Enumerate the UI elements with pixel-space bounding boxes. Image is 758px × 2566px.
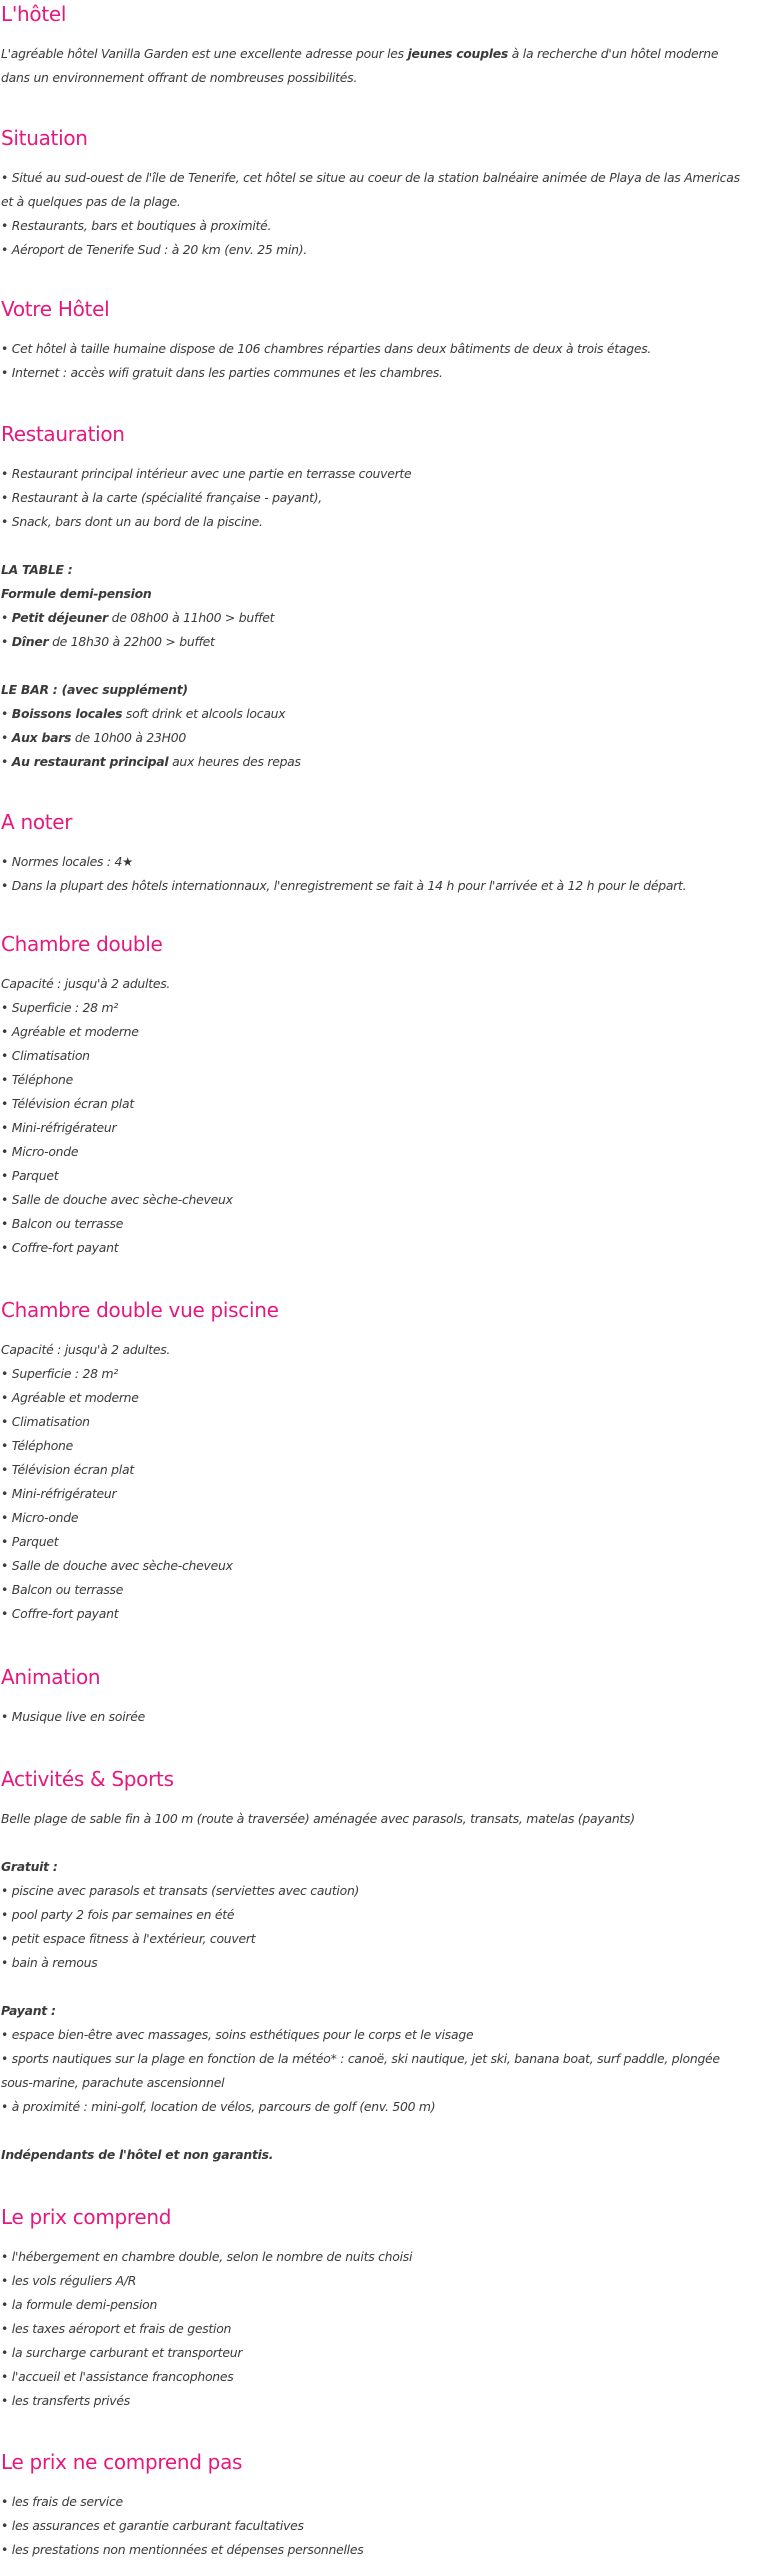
text: • Cet hôtel à taille humaine dispose de 106 chambres réparties dans deux bâtiments de deux à trois étages. bbox=[1, 341, 652, 356]
text-line bbox=[1, 1116, 750, 1140]
text: • Superficie : 28 m² bbox=[1, 1000, 119, 1015]
text: • la surcharge carburant et transporteur bbox=[1, 2345, 243, 2360]
text: • bbox=[1, 706, 12, 721]
text: • les taxes aéroport et frais de gestion bbox=[1, 2321, 232, 2336]
text-line bbox=[1, 462, 750, 486]
text-line bbox=[1, 1212, 750, 1236]
text: Capacité : jusqu'à 2 adultes. bbox=[1, 976, 171, 991]
text-line bbox=[1, 1927, 750, 1951]
section-title: Activités & Sports bbox=[1, 1767, 174, 1791]
text: • Internet : accès wifi gratuit dans les parties communes et les chambres. bbox=[1, 365, 443, 380]
bold-text: Petit déjeuner bbox=[11, 610, 108, 625]
text: • bbox=[1, 610, 12, 625]
text: • Parquet bbox=[1, 1168, 59, 1183]
text: • Normes locales : 4★ bbox=[1, 854, 134, 869]
text: • Climatisation bbox=[1, 1414, 90, 1429]
text-line bbox=[1, 1020, 750, 1044]
text: • les assurances et garantie carburant facultatives bbox=[1, 2518, 304, 2533]
text: • bbox=[1, 730, 12, 745]
text: • Restaurants, bars et boutiques à proximité. bbox=[1, 218, 272, 233]
text: L'agréable hôtel Vanilla Garden est une excellente adresse pour les bbox=[1, 46, 408, 61]
section-body bbox=[1, 42, 750, 90]
text: soft drink et alcools locaux bbox=[122, 706, 286, 721]
text: • Balcon ou terrasse bbox=[1, 1582, 124, 1597]
text-line bbox=[1, 678, 750, 702]
text-line bbox=[1, 1338, 750, 1362]
bold-text: Payant : bbox=[1, 2003, 56, 2018]
text: • l'accueil et l'assistance francophones bbox=[1, 2369, 234, 2384]
text: • espace bien-être avec massages, soins esthétiques pour le corps et le visage bbox=[1, 2027, 474, 2042]
text-line bbox=[1, 1044, 750, 1068]
section-title: Situation bbox=[1, 126, 88, 150]
section-title: Votre Hôtel bbox=[1, 297, 110, 321]
section bbox=[1, 930, 750, 1260]
text-line bbox=[1, 750, 750, 774]
text-line bbox=[1, 606, 750, 630]
text: • sports nautiques sur la plage en fonction de la météo* : canoë, ski nautique, jet ski, banana boat, surf paddle, plongée sous-marine, parachute ascensionnel bbox=[1, 2051, 720, 2090]
text-line bbox=[1, 1188, 750, 1212]
text: • l'hébergement en chambre double, selon le nombre de nuits choisi bbox=[1, 2249, 413, 2264]
text-line bbox=[1, 2341, 750, 2365]
text-line bbox=[1, 1951, 750, 1975]
section-title: A noter bbox=[1, 810, 73, 834]
text: • Salle de douche avec sèche-cheveux bbox=[1, 1192, 233, 1207]
section bbox=[1, 1765, 750, 2167]
text: • pool party 2 fois par semaines en été bbox=[1, 1907, 235, 1922]
text: • les vols réguliers A/R bbox=[1, 2273, 137, 2288]
section-body bbox=[1, 166, 750, 262]
text: • les transferts privés bbox=[1, 2393, 130, 2408]
section-title: Chambre double vue piscine bbox=[1, 1298, 279, 1322]
section-title: Animation bbox=[1, 1665, 101, 1689]
text-line bbox=[1, 2047, 750, 2095]
text: • la formule demi-pension bbox=[1, 2297, 158, 2312]
text-line bbox=[1, 1092, 750, 1116]
text: • Dans la plupart des hôtels internationnaux, l'enregistrement se fait à 14 h pour l'arrivée et à 12 h pour le départ. bbox=[1, 878, 687, 893]
blank-line bbox=[1, 1831, 750, 1855]
text-line bbox=[1, 2245, 750, 2269]
text: • petit espace fitness à l'extérieur, couvert bbox=[1, 1931, 256, 1946]
text-line bbox=[1, 2293, 750, 2317]
bold-text: Boissons locales bbox=[11, 706, 123, 721]
text: à la recherche d'un hôtel moderne dans un environnement offrant de nombreuses possibilités. bbox=[1, 46, 719, 85]
text: • Situé au sud-ouest de l'île de Tenerife, cet hôtel se situe au coeur de la station balnéaire animée de Playa de las Americas et à quelques pas de la plage. bbox=[1, 170, 740, 209]
bold-text: jeunes couples bbox=[407, 46, 509, 61]
bold-text: Au restaurant principal bbox=[11, 754, 169, 769]
text: • bbox=[1, 754, 12, 769]
section-title: Le prix ne comprend pas bbox=[1, 2450, 243, 2474]
section-body bbox=[1, 337, 750, 385]
section-body bbox=[1, 972, 750, 1260]
text-line bbox=[1, 1386, 750, 1410]
section-body bbox=[1, 1705, 750, 1729]
text: • Snack, bars dont un au bord de la piscine. bbox=[1, 514, 263, 529]
text-line bbox=[1, 42, 750, 90]
text-line bbox=[1, 1506, 750, 1530]
section bbox=[1, 124, 750, 262]
section bbox=[1, 420, 750, 774]
text-line bbox=[1, 1879, 750, 1903]
text-line bbox=[1, 996, 750, 1020]
text-line bbox=[1, 850, 750, 874]
text-line bbox=[1, 1362, 750, 1386]
section bbox=[1, 295, 750, 385]
text: • à proximité : mini-golf, location de vélos, parcours de golf (env. 500 m) bbox=[1, 2099, 436, 2114]
section bbox=[1, 1296, 750, 1626]
text: aux heures des repas bbox=[168, 754, 301, 769]
text-line bbox=[1, 1482, 750, 1506]
text-line bbox=[1, 510, 750, 534]
text-line bbox=[1, 2269, 750, 2293]
text-line bbox=[1, 1164, 750, 1188]
text-line bbox=[1, 337, 750, 361]
text-line bbox=[1, 1434, 750, 1458]
text-line bbox=[1, 1807, 750, 1831]
text-line bbox=[1, 486, 750, 510]
blank-line bbox=[1, 534, 750, 558]
blank-line bbox=[1, 1975, 750, 1999]
text-line bbox=[1, 2317, 750, 2341]
text: • Micro-onde bbox=[1, 1510, 79, 1525]
bold-text: Aux bars bbox=[11, 730, 72, 745]
section-body bbox=[1, 850, 750, 898]
text: • Salle de douche avec sèche-cheveux bbox=[1, 1558, 233, 1573]
text-line bbox=[1, 558, 750, 582]
text-line bbox=[1, 2365, 750, 2389]
text-line bbox=[1, 2514, 750, 2538]
section-title: Restauration bbox=[1, 422, 125, 446]
text: Belle plage de sable fin à 100 m (route à traversée) aménagée avec parasols, transats, matelas (payants) bbox=[1, 1811, 635, 1826]
bold-text: Gratuit : bbox=[1, 1859, 58, 1874]
bold-text: LA TABLE : bbox=[1, 562, 73, 577]
text: • Aéroport de Tenerife Sud : à 20 km (env. 25 min). bbox=[1, 242, 308, 257]
bold-text: LE BAR : (avec supplément) bbox=[1, 682, 188, 697]
text: • Musique live en soirée bbox=[1, 1709, 145, 1724]
section-body bbox=[1, 2490, 750, 2562]
text: • les prestations non mentionnées et dépenses personnelles bbox=[1, 2542, 364, 2557]
text: • Téléphone bbox=[1, 1072, 73, 1087]
text-line bbox=[1, 972, 750, 996]
text: Capacité : jusqu'à 2 adultes. bbox=[1, 1342, 171, 1357]
text-line bbox=[1, 1236, 750, 1260]
section bbox=[1, 2448, 750, 2562]
text-line bbox=[1, 726, 750, 750]
text-line bbox=[1, 1602, 750, 1626]
text-line bbox=[1, 361, 750, 385]
text: • Agréable et moderne bbox=[1, 1390, 139, 1405]
text: • Parquet bbox=[1, 1534, 59, 1549]
section-body bbox=[1, 2245, 750, 2413]
text: • Mini-réfrigérateur bbox=[1, 1486, 117, 1501]
text-line bbox=[1, 630, 750, 654]
text-line bbox=[1, 166, 750, 214]
blank-line bbox=[1, 2119, 750, 2143]
section-body bbox=[1, 1338, 750, 1626]
section bbox=[1, 0, 750, 90]
text: • Télévision écran plat bbox=[1, 1096, 134, 1111]
section-title: L'hôtel bbox=[1, 2, 67, 26]
text-line bbox=[1, 874, 750, 898]
section-title: Le prix comprend bbox=[1, 2205, 172, 2229]
blank-line bbox=[1, 654, 750, 678]
text: • Climatisation bbox=[1, 1048, 90, 1063]
text: • Restaurant principal intérieur avec une partie en terrasse couverte bbox=[1, 466, 412, 481]
section bbox=[1, 808, 750, 898]
text-line bbox=[1, 1855, 750, 1879]
text: • Mini-réfrigérateur bbox=[1, 1120, 117, 1135]
text-line bbox=[1, 2490, 750, 2514]
text-line bbox=[1, 1705, 750, 1729]
bold-text: Dîner bbox=[11, 634, 49, 649]
section-title: Chambre double bbox=[1, 932, 163, 956]
section bbox=[1, 2203, 750, 2413]
text-line bbox=[1, 1554, 750, 1578]
text-line bbox=[1, 2143, 750, 2167]
text-line bbox=[1, 582, 750, 606]
text-line bbox=[1, 2538, 750, 2562]
text-line bbox=[1, 1530, 750, 1554]
text: de 08h00 à 11h00 > buffet bbox=[107, 610, 275, 625]
text: de 10h00 à 23H00 bbox=[71, 730, 187, 745]
text-line bbox=[1, 702, 750, 726]
text: • Coffre-fort payant bbox=[1, 1240, 119, 1255]
text-line bbox=[1, 1903, 750, 1927]
text-line bbox=[1, 2389, 750, 2413]
text: • Agréable et moderne bbox=[1, 1024, 139, 1039]
bold-text: Indépendants de l'hôtel et non garantis. bbox=[1, 2147, 274, 2162]
text: • Balcon ou terrasse bbox=[1, 1216, 124, 1231]
section-body bbox=[1, 462, 750, 774]
bold-text: Formule demi-pension bbox=[1, 586, 152, 601]
text-line bbox=[1, 2095, 750, 2119]
text: • les frais de service bbox=[1, 2494, 123, 2509]
text-line bbox=[1, 214, 750, 238]
text: de 18h30 à 22h00 > buffet bbox=[48, 634, 215, 649]
text: • Télévision écran plat bbox=[1, 1462, 134, 1477]
text: • Restaurant à la carte (spécialité française - payant), bbox=[1, 490, 322, 505]
text: • Téléphone bbox=[1, 1438, 73, 1453]
text-line bbox=[1, 1068, 750, 1092]
section-body bbox=[1, 1807, 750, 2167]
text: • piscine avec parasols et transats (serviettes avec caution) bbox=[1, 1883, 360, 1898]
text: • Superficie : 28 m² bbox=[1, 1366, 119, 1381]
text: • bain à remous bbox=[1, 1955, 98, 1970]
section bbox=[1, 1663, 750, 1729]
text-line bbox=[1, 1410, 750, 1434]
text: • Micro-onde bbox=[1, 1144, 79, 1159]
text: • Coffre-fort payant bbox=[1, 1606, 119, 1621]
text-line bbox=[1, 2023, 750, 2047]
text-line bbox=[1, 1999, 750, 2023]
text-line bbox=[1, 1458, 750, 1482]
text-line bbox=[1, 1140, 750, 1164]
text-line bbox=[1, 1578, 750, 1602]
text-line bbox=[1, 238, 750, 262]
text: • bbox=[1, 634, 12, 649]
